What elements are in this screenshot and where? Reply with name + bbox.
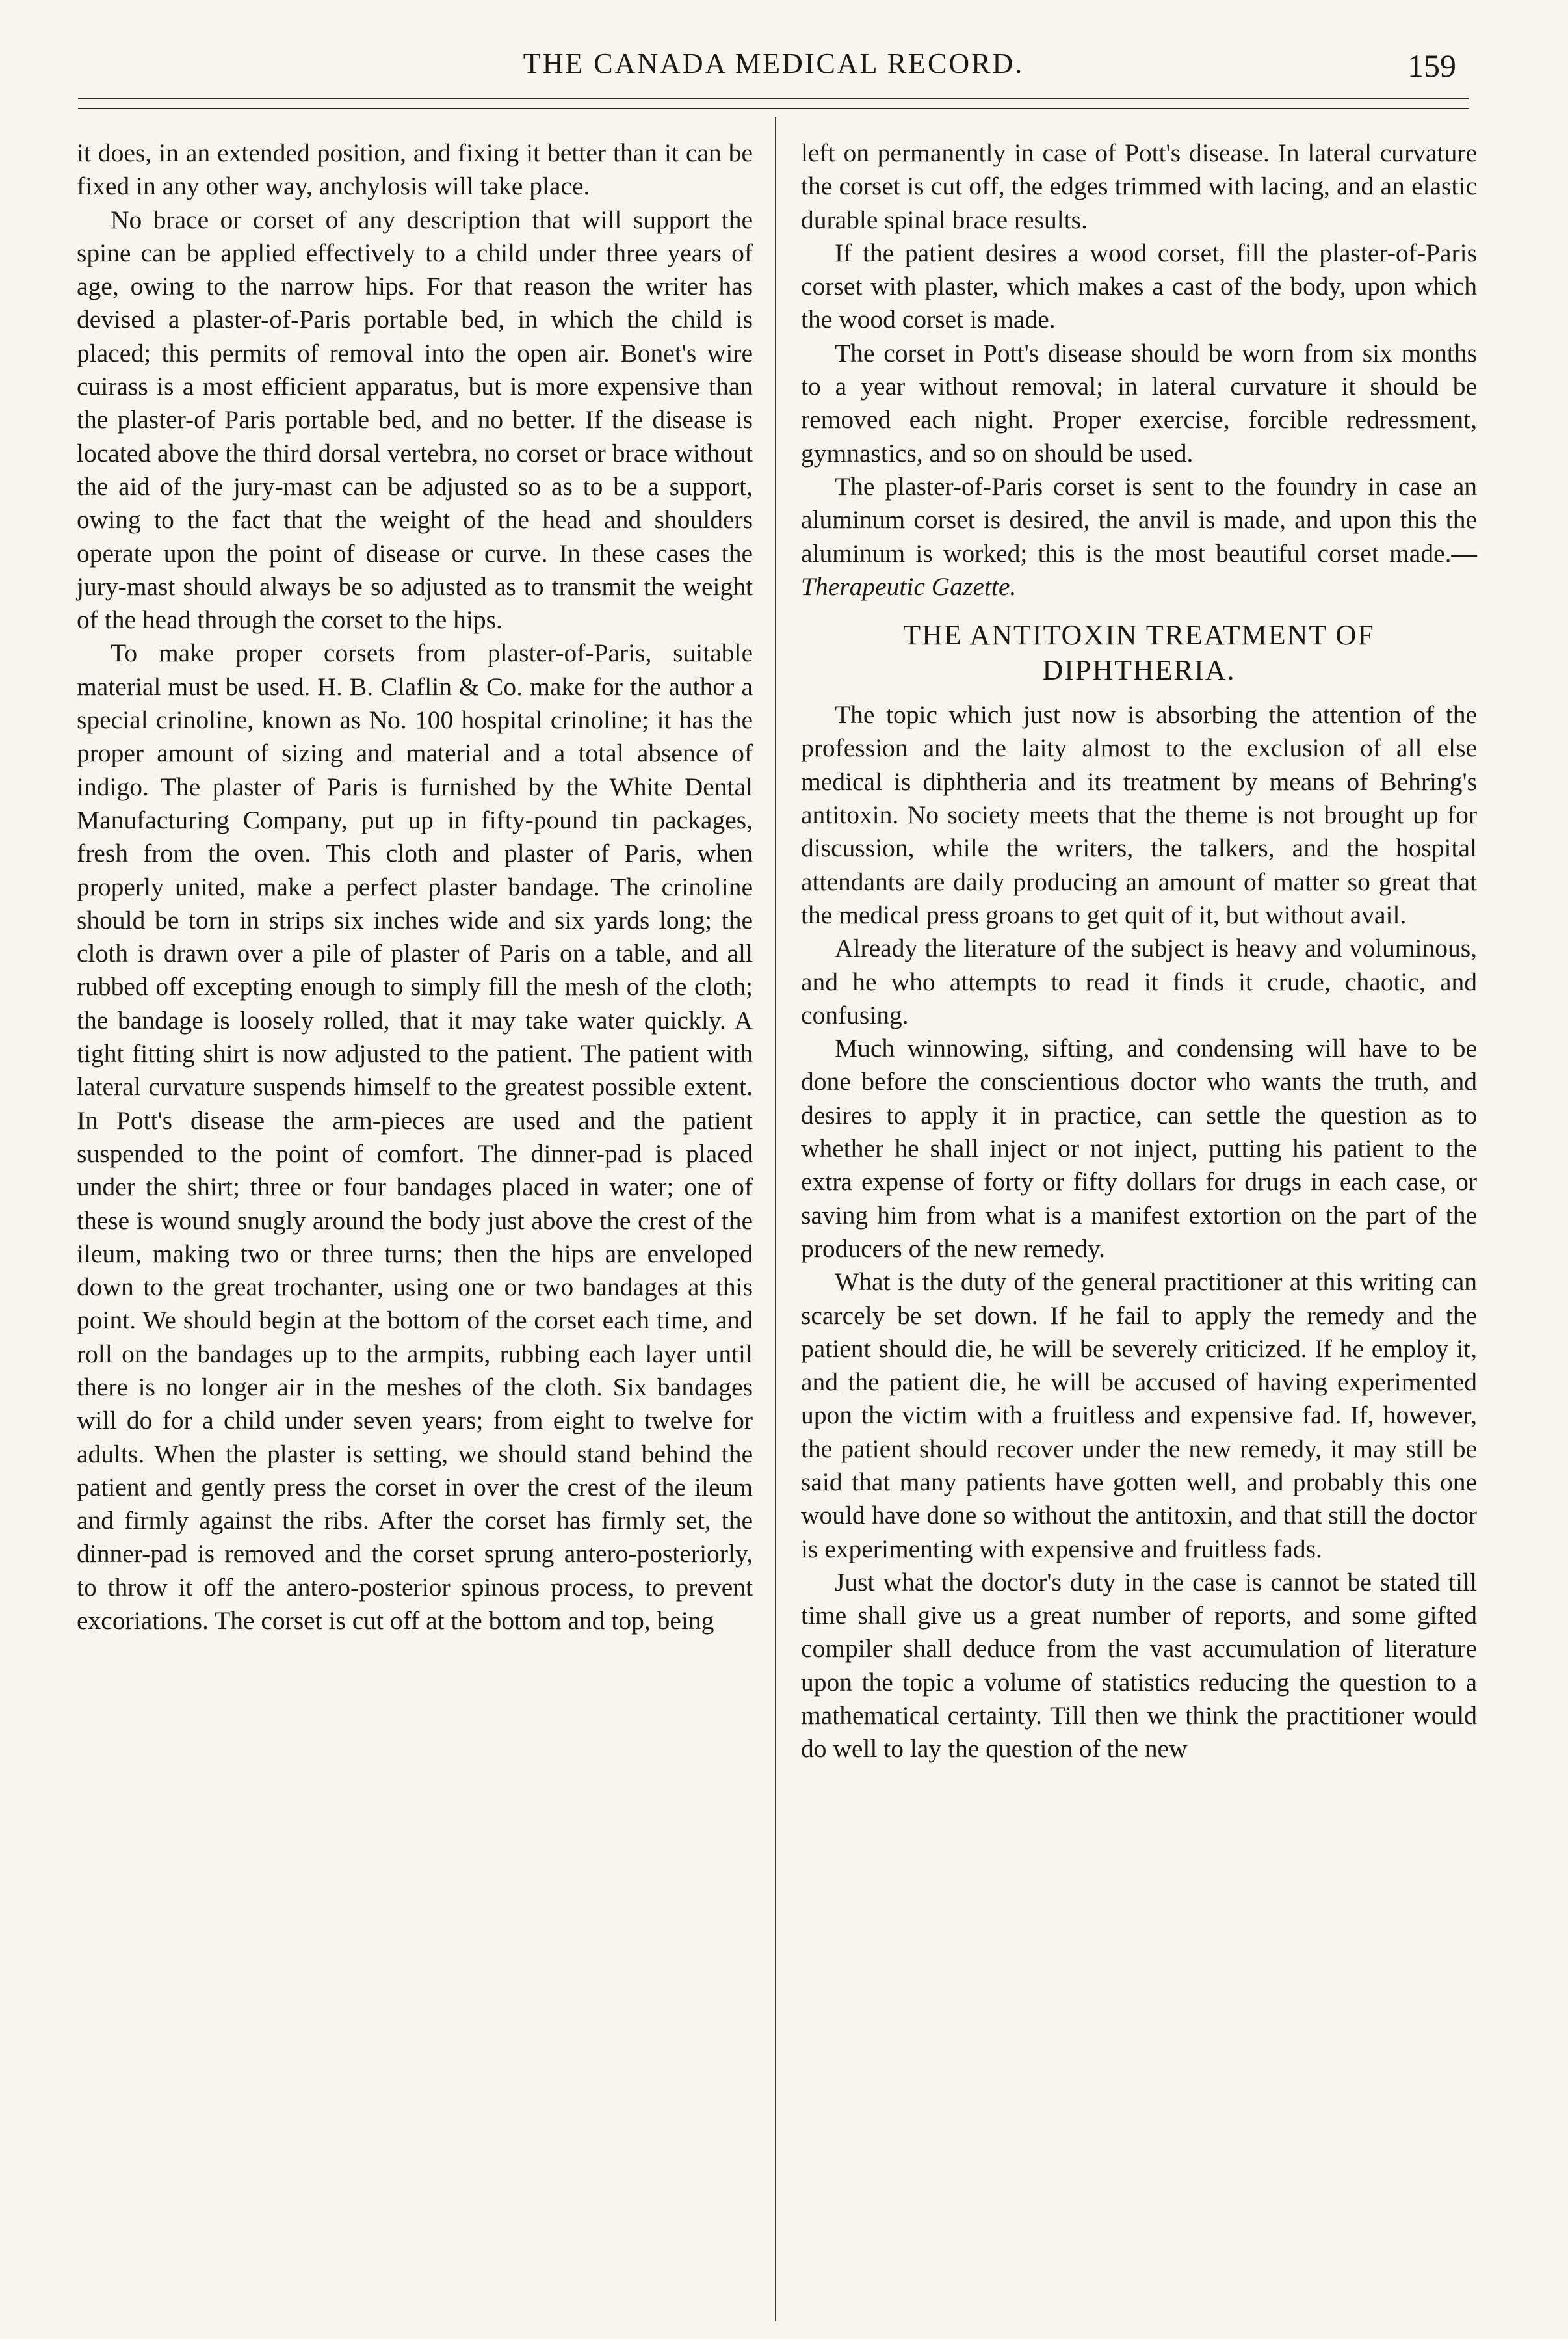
paragraph: The corset in Pott's disease should be worn from six months to a year without removal; in lateral curvature it should be removed each night. Proper exercise, forcible redressment, gymnastics, and so on should be used.: [801, 338, 1477, 468]
column-divider: [775, 117, 776, 2321]
header-rule: [78, 98, 1469, 99]
paragraph: left on permanently in case of Pott's disease. In lateral curvature the corset is cut off, the edges trimmed with lacing, and an elastic durable spinal brace results.: [801, 139, 1477, 234]
paragraph: it does, in an extended position, and fixing it better than it can be fixed in any other way, anchylosis will take place.: [77, 139, 753, 201]
page-number: 159: [1407, 47, 1456, 84]
citation: Therapeutic Gazette.: [801, 572, 1017, 601]
paragraph: Just what the doctor's duty in the case is cannot be stated till time shall give us a great number of reports, and some gifted compiler shall deduce from the vast accumulation of literature upon the topic a volume of statistics reducing the question to a mathematical certainty. Till then we think the practitioner would do well to lay the question of the new: [801, 1567, 1477, 1764]
journal-title: THE CANADA MEDICAL RECORD.: [523, 47, 1025, 79]
paragraph: If the patient desires a wood corset, fill the plaster-of-Paris corset with plaster, which makes a cast of the body, upon which the wood corset is made.: [801, 238, 1477, 334]
article-heading: [801, 618, 1477, 688]
paragraph: To make proper corsets from plaster-of-Paris, suitable material must be used. H. B. Claflin & Co. make for the author a special crinoline, known as No. 100 hospital crinoline; it has the proper amount of sizing and material and a total absence of indigo. The plaster of Paris is furnished by the White Dental Manufacturing Company, put up in fifty-pound tin packages, fresh from the oven. This cloth and plaster of Paris, when properly united, make a perfect plaster bandage. The crinoline should be torn in strips six inches wide and six yards long; the cloth is drawn over a pile of plaster of Paris on a table, and all rubbed off excepting enough to simply fill the mesh of the cloth; the bandage is loosely rolled, that it may take water quickly. A tight fitting shirt is now adjusted to the patient. The patient with lateral curvature suspends himself to the greatest possible extent. In Pott's disease the arm-pieces are used and the patient suspended to the point of comfort. The dinner-pad is placed under the shirt; three or four bandages placed in water; one of these is wound snugly around the body just above the crest of the ileum, making two or three turns; then the hips are enveloped down to the great trochanter, using one or two bandages at this point. We should begin at the bottom of the corset each time, and roll on the bandages up to the armpits, rubbing each layer until there is no longer air in the meshes of the cloth. Six bandages will do for a child under seven years; from eight to twelve for adults. When the plaster is setting, we should stand behind the patient and gently press the corset in over the crest of the ileum and firmly against the ribs. After the corset has firmly set, the dinner-pad is removed and the corset sprung antero-posteriorly, to throw it off the antero-posterior spinous process, to prevent excoriations. The corset is cut off at the bottom and top, being: [77, 639, 753, 1635]
paragraph: The topic which just now is absorbing the attention of the profession and the laity almost to the exclusion of all else medical is diphtheria and its treatment by means of Behring's antitoxin. No society meets that the theme is not brought up for discussion, while the writers, the talkers, and the hospital attendants are daily producing an amount of matter so great that the medical press groans to get quit of it, but without avail.: [801, 700, 1477, 929]
article-heading-line: DIPHTHERIA.: [1042, 654, 1236, 687]
paragraph-text: The plaster-of-Paris corset is sent to the foundry in case an aluminum corset is desired, the anvil is made, and upon this the aluminum is worked; this is the most beautiful corset made.—: [801, 471, 1477, 568]
paragraph: Already the literature of the subject is heavy and voluminous, and he who attempts to read it finds it crude, chaotic, and confusing.: [801, 934, 1477, 1029]
header-rule-double: [78, 108, 1469, 109]
paragraph: Much winnowing, sifting, and condensing will have to be done before the conscientious doctor who wants the truth, and desires to apply it in practice, can settle the question as to whether he shall inject or not inject, putting his patient to the extra expense of forty or fifty dollars for drugs in each case, or saving him from what is a manifest extortion on the part of the producers of the new remedy.: [801, 1034, 1477, 1263]
right-column: [801, 137, 1477, 1766]
paragraph: No brace or corset of any description that will support the spine can be applied effectively to a child under three years of age, owing to the narrow hips. For that reason the writer has devised a plaster-of-Paris portable bed, in which the child is placed; this permits of removal into the open air. Bonet's wire cuirass is a most efficient apparatus, but is more expensive than the plaster-of Paris portable bed, and no better. If the disease is located above the third dorsal vertebra, no corset or brace without the aid of the jury-mast can be adjusted so as to be a support, owing to the fact that the weight of the head and shoulders operate upon the point of disease or curve. In these cases the jury-mast should always be so adjusted as to transmit the weight of the head through the corset to the hips.: [77, 205, 753, 635]
left-column: [77, 137, 753, 1637]
running-header: [78, 47, 1469, 92]
paragraph: What is the duty of the general practitioner at this writing can scarcely be set down. If he fail to apply the remedy and the patient should die, he will be severely criticized. If he employ it, and the patient die, he will be accused of having experimented upon the victim with a fruitless and expensive fad. If, however, the patient should recover under the new remedy, it may still be said that many patients have gotten well, and probably this one would have done so without the antitoxin, and that still the doctor is experimenting with expensive and fruitless fads.: [801, 1267, 1477, 1563]
paragraph-with-citation: [801, 470, 1477, 603]
article-heading-line: THE ANTITOXIN TREATMENT OF: [903, 619, 1375, 652]
